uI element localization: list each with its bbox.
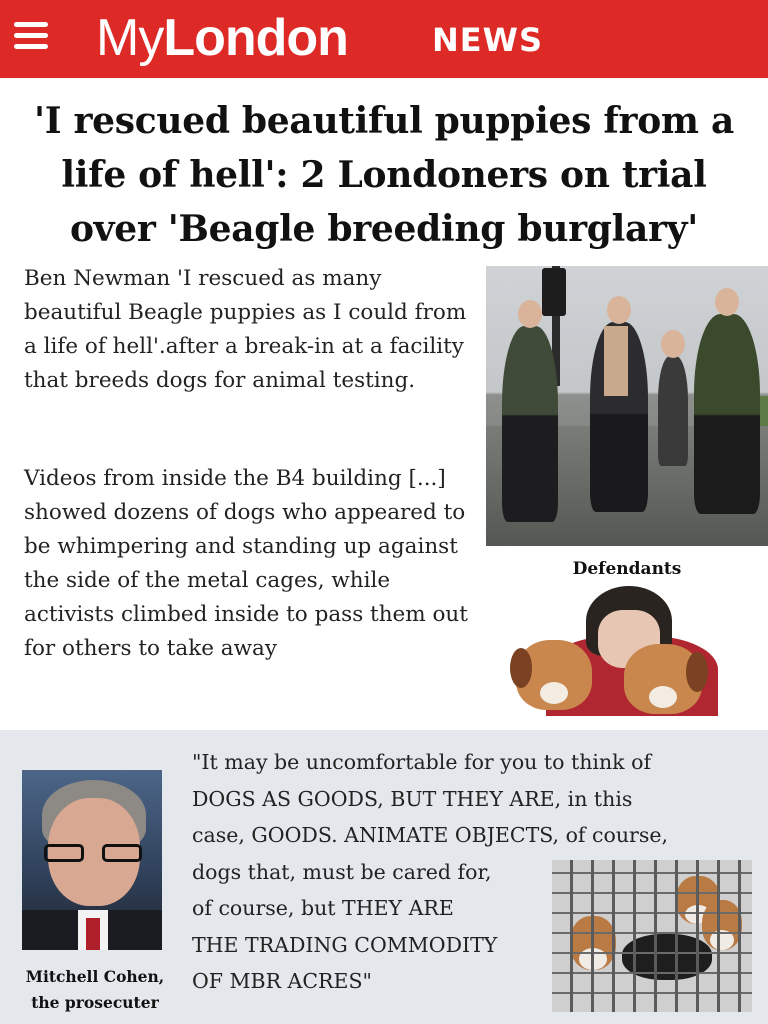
beagles-with-activist-photo [506, 584, 728, 716]
hamburger-menu-icon[interactable] [14, 22, 48, 50]
menu-bar [14, 44, 48, 49]
defendants-caption: Defendants [572, 559, 682, 579]
prosecutor-name: Mitchell Cohen, [25, 967, 165, 986]
logo-my: My [96, 9, 164, 67]
tie [86, 918, 100, 950]
quote-line: case, GOODS. ANIMATE OBJECTS, of course, [192, 823, 669, 847]
head [661, 330, 685, 358]
caged-beagles-photo [552, 860, 752, 1012]
muzzle [649, 686, 677, 708]
muzzle [540, 682, 568, 704]
ear [686, 652, 708, 692]
head [715, 288, 739, 316]
beagle-puppy [624, 644, 702, 714]
prosecutor-caption [10, 964, 180, 1016]
site-logo[interactable] [96, 6, 348, 70]
beagle-puppy [516, 640, 592, 710]
scarf [604, 326, 628, 396]
quote-line: OF MBR ACRES" [192, 969, 372, 993]
quote-line: DOGS AS GOODS, BUT THEY ARE, in this [192, 786, 633, 811]
article-paragraph-2: Videos from inside the B4 building [...] showed dozens of dogs who appeared to be whimpering and standing up against the side of the metal cages, while activists climbed inside to pass them out for others to take away [24, 466, 468, 661]
traffic-light-icon [542, 268, 566, 316]
ear [510, 648, 532, 688]
article-headline: 'I rescued beautiful puppies from a life of hell': 2 Londoners on trial over 'Beagle breeding burglary' [34, 100, 734, 250]
defendant-figure [590, 322, 648, 512]
defendant-figure [694, 314, 760, 514]
head [607, 296, 631, 324]
head [518, 300, 542, 328]
glasses-icon [44, 844, 142, 864]
quote-line: "It may be uncomfortable for you to think of [192, 750, 652, 774]
bystander-figure [658, 356, 688, 466]
prosecutor-portrait [22, 770, 162, 950]
quote-line: THE TRADING COMMODITY [192, 932, 498, 957]
menu-bar [14, 22, 48, 27]
section-label[interactable]: NEWS [432, 21, 543, 59]
prosecutor-role: the prosecuter [31, 993, 159, 1012]
logo-london: London [163, 9, 348, 67]
quote-line: of course, but THEY ARE [192, 896, 454, 920]
quote-line: dogs that, must be cared for, [192, 859, 492, 884]
article-paragraph-1: Ben Newman 'I rescued as many beautiful Beagle puppies as I could from a life of hell'.after a break-in at a facility that breeds dogs for animal testing. [24, 266, 467, 393]
menu-bar [14, 33, 48, 38]
cage-bars [552, 860, 752, 1012]
site-header [0, 0, 768, 78]
defendants-walking-photo [486, 266, 768, 546]
defendant-figure [502, 326, 558, 522]
